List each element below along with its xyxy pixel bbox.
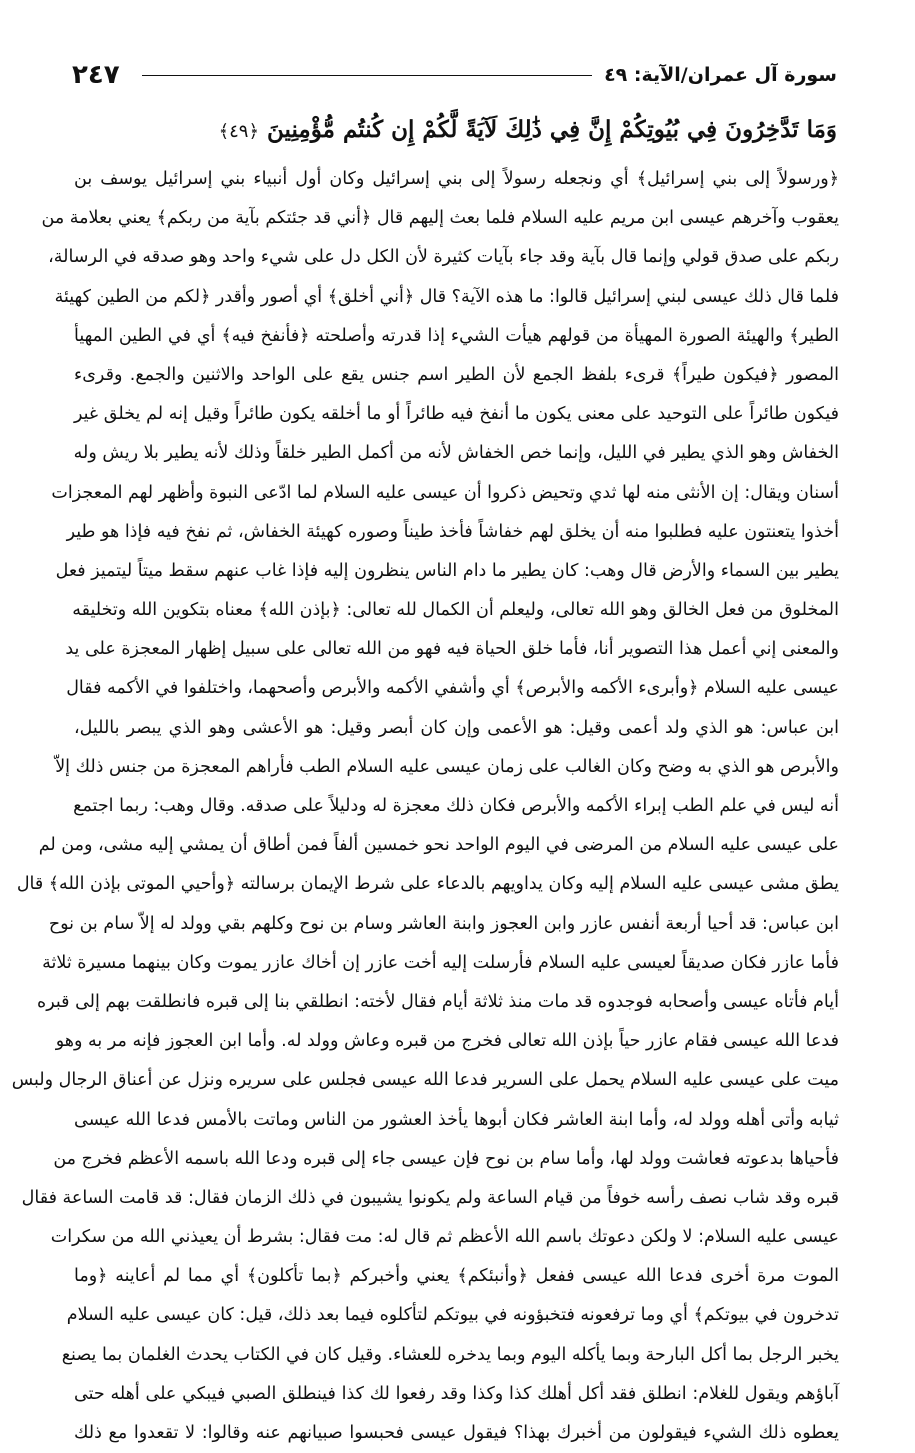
text-line: المصور ﴿فيكون طيراً﴾ قرىء بلفظ الجمع لأن الطير اسم جنس يقع على الواحد والاثنين والجمع. وقرىء [74, 364, 839, 385]
page-header [72, 58, 837, 92]
text-line: ميت على عيسى عليه السلام يحمل على السرير فدعا الله عيسى فجلس على سريره ونزل عن أعناق الرجال ولبس [11, 1070, 839, 1091]
text-line: الطير﴾ والهيئة الصورة المهيأة من قولهم هيأت الشيء إذا قدرته وأصلحته ﴿فأنفخ فيه﴾ أي في الطين المهيأ [74, 325, 839, 346]
text-line: أخذوا يتعنتون عليه فطلبوا منه أن يخلق لهم خفاشاً فأخذ طيناً وصوره كهيئة الخفاش، ثم نفخ فيه فإذا هو طير [66, 521, 839, 542]
text-line: ابن عباس: هو الذي ولد أعمى وقيل: هو الأعمى وإن كان أبصر وقيل: هو الأعشى وهو الذي يبصر بالليل، [74, 717, 839, 738]
text-line: المخلوق من فعل الخالق وهو الله تعالى، وليعلم أن الكمال لله تعالى: ﴿بإذن الله﴾ معناه بتكوين الله وتخليقه [72, 600, 839, 621]
text-line: يخبر الرجل بما أكل البارحة وبما يأكله اليوم وبما يدخره للعشاء. وقيل كان في الكتاب يحدث الغلمان بما يصنع [61, 1344, 839, 1365]
text-line: يعطوه ذلك الشيء فيقولون من أخبرك بهذا؟ فيقول عيسى فحبسوا صبيانهم عنه وقالوا: لا تقعدوا مع ذلك [74, 1423, 839, 1443]
text-line: فلما قال ذلك عيسى لبني إسرائيل قالوا: ما هذه الآية؟ قال ﴿أني أخلق﴾ أي أصور وأقدر ﴿لكم من الطين كهيئة [54, 286, 839, 307]
text-line: أيام فأتاه عيسى وأصحابه فوجدوه قد مات منذ ثلاثة أيام فقال لأخته: انطلقي بنا إلى قبره فانطلقت بهم إلى قبره [37, 991, 839, 1012]
text-line: فأما عازر فكان صديقاً لعيسى عليه السلام فأرسلت إليه أخت عازر إن أخاك عازر يموت وكان بينهما مسيرة ثلاثة [42, 952, 839, 973]
text-line: تدخرون في بيوتكم﴾ أي وما ترفعونه فتخبؤونه في بيوتكم لتأكلوه فيما بعد ذلك، قيل: كان عيسى عليه السلام [66, 1305, 839, 1326]
text-line: ثيابه وأتى أهله وولد له، وأما ابنة العاشر فكان أبوها يأخذ العشور من الناس وماتت بالأمس فدعا الله عيسى [74, 1109, 839, 1130]
quran-verse [218, 106, 837, 154]
commentary-body [11, 160, 839, 1453]
text-line: عيسى عليه السلام: لا ولكن دعوتك باسم الله الأعظم ثم قال له: مت فقال: بشرط أن يعيذني الله من سكرات [50, 1227, 839, 1248]
text-line: الخفاش وهو الذي يطير في الليل، وإنما خص الخفاش لأنه من أكمل الطير خلقاً وذلك لأنه يطير بلا ريش وله [73, 443, 839, 464]
verse-text: وَمَا تَدَّخِرُونَ فِي بُيُوتِكُمْ إِنَّ فِي ذَٰلِكَ لَآيَةً لَّكُمْ إِن كُنتُم مُّؤْمِنِينَ [267, 116, 837, 143]
text-line: فأحياها بدعوته فعاشت وولد لها، وأما سام بن نوح فإن عيسى جاء إلى قبره ودعا الله باسمه الأعظم فخرج من [53, 1148, 839, 1169]
text-line: الموت مرة أخرى فدعا الله عيسى ففعل ﴿وأنبئكم﴾ يعني وأخبركم ﴿بما تأكلون﴾ أي مما لم أعاينه ﴿وما [74, 1266, 839, 1287]
text-line: ﴿ورسولاً إلى بني إسرائيل﴾ أي ونجعله رسولاً إلى بني إسرائيل وكان أول أنبياء بني إسرائيل يوسف بن [74, 169, 839, 189]
text-line: على عيسى عليه السلام من المرضى في اليوم الواحد نحو خمسين ألفاً فمن أطاق أن يمشي إليه مشى، ومن لم [38, 835, 839, 856]
text-line: آباؤهم ويقول للغلام: انطلق فقد أكل أهلك كذا وكذا وقد رفعوا لك كذا فينطلق الصبي فيبكي على أهله حتى [74, 1383, 839, 1404]
text-line: والأبرص هو الذي به وضح وكان الغالب على زمان عيسى عليه السلام الطب فأراهم المعجزة من جنس ذلك إلاّ [55, 756, 839, 777]
text-line: يطق مشى عيسى عليه السلام إليه وكان يداويهم بالدعاء على شرط الإيمان برسالته ﴿وأحيي الموتى بإذن الله﴾ قال [16, 874, 839, 895]
text-line: ربكم على صدق قولي وإنما قال بآية وقد جاء بآيات كثيرة لأن الكل دل على شيء واحد وهو صدقه في الرسالة، [48, 247, 839, 268]
text-line: قبره وقد شاب نصف رأسه خوفاً من قيام الساعة ولم يكونوا يشيبون في ذلك الزمان فقال: قد قامت الساعة فقال [21, 1187, 839, 1208]
text-line: يعقوب وآخرهم عيسى ابن مريم عليه السلام فلما بعث إليهم قال ﴿أني قد جئتكم بآية من ربكم﴾ يعني بعلامة من [41, 208, 839, 229]
text-line: أسنان ويقال: إن الأنثى منه لها ثدي وتحيض ذكروا أن عيسى عليه السلام لما ادّعى النبوة وأظهر لهم المعجزات [51, 482, 839, 503]
text-line: عيسى عليه السلام ﴿وأبرىء الأكمه والأبرص﴾ أي وأشفي الأكمه والأبرص وأصحهما، واختلفوا في الأكمه فقال [66, 678, 839, 699]
text-line: يطير بين السماء والأرض قال وهب: كان يطير ما دام الناس ينظرون إليه فإذا غاب عنهم سقط ميتاً ليتميز فعل [55, 560, 839, 581]
text-line: أنه ليس في علم الطب إبراء الأكمه والأبرص فكان ذلك معجزة له ودليلاً على صدقه. وقال وهب: ربما اجتمع [73, 796, 839, 816]
text-line: ابن عباس: قد أحيا أربعة أنفس عازر وابن العجوز وابنة العاشر وسام بن نوح وكلهم بقي وولد له إلاّ سام بن نوح [48, 913, 839, 934]
verse-number-marker: ﴿٤٩﴾ [218, 121, 260, 142]
text-line: فيكون طائراً على التوحيد على معنى يكون ما أنفخ فيه طائراً أو ما أخلقه يكون طائراً وقيل إنه لم يخلق غير [74, 404, 839, 425]
page-number: ٢٤٧ [72, 60, 120, 90]
text-line: فدعا الله عيسى فقام عازر حياً بإذن الله تعالى فخرج من قبره وعاش وولد له. وأما ابن العجوز فإنه مر به وهو [55, 1031, 839, 1052]
text-line: والمعنى إني أعمل هذا التصوير أنا، فأما خلق الحياة فيه فهو من الله تعالى على سبيل إظهار المعجزة على يد [65, 639, 839, 660]
running-title: سورة آل عمران/الآية: ٤٩ [604, 64, 837, 86]
header-rule [142, 75, 592, 76]
